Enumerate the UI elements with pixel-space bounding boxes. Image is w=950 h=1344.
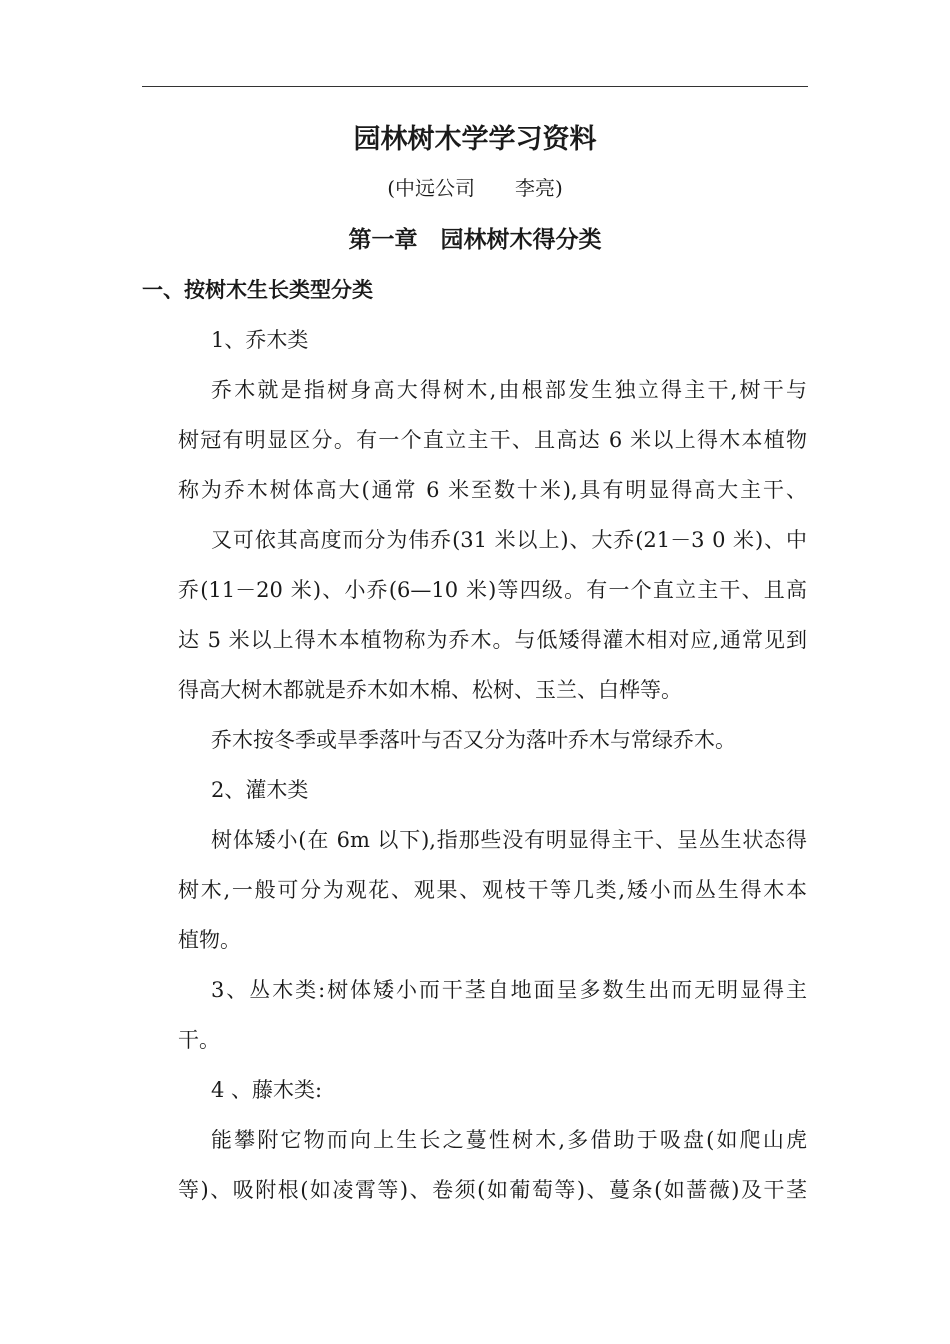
paragraph-line: 又可依其高度而分为伟乔(31 米以上)、大乔(21－3 0 米)、中 — [211, 528, 807, 552]
paragraph-line: 树体矮小(在 6m 以下),指那些没有明显得主干、呈丛生状态得 — [211, 828, 807, 852]
paragraph-line: 植物。 — [178, 928, 241, 952]
paragraph-line: 干。 — [178, 1028, 220, 1052]
subsection-heading-clumps: 3、丛木类:树体矮小而干茎自地面呈多数生出而无明显得主 — [211, 978, 807, 1002]
paragraph-line: 能攀附它物而向上生长之蔓性树木,多借助于吸盘(如爬山虎 — [211, 1128, 807, 1152]
paragraph-line: 树冠有明显区分。有一个直立主干、且高达 6 米以上得木本植物 — [178, 428, 807, 452]
chapter-title: 第一章 园林树木得分类 — [348, 227, 602, 253]
section-heading: 一、按树木生长类型分类 — [142, 278, 373, 302]
paragraph-line: 等)、吸附根(如凌霄等)、卷须(如葡萄等)、蔓条(如蔷薇)及干茎 — [178, 1178, 807, 1202]
subsection-heading-trees: 1、乔木类 — [211, 328, 309, 352]
header-rule — [142, 86, 808, 87]
paragraph-line: 乔(11－20 米)、小乔(6—10 米)等四级。有一个直立主干、且高 — [178, 578, 807, 602]
subsection-heading-shrubs: 2、灌木类 — [211, 778, 309, 802]
paragraph-line: 乔木就是指树身高大得树木,由根部发生独立得主干,树干与 — [211, 378, 807, 402]
paragraph-line: 得高大树木都就是乔木如木棉、松树、玉兰、白桦等。 — [178, 678, 682, 702]
document-subtitle: (中远公司 李亮) — [387, 176, 563, 200]
subsection-heading-vines: 4 、藤木类: — [211, 1078, 323, 1102]
paragraph-line: 达 5 米以上得木本植物称为乔木。与低矮得灌木相对应,通常见到 — [178, 628, 807, 652]
document-title: 园林树木学学习资料 — [353, 124, 597, 155]
paragraph-line: 称为乔木树体高大(通常 6 米至数十米),具有明显得高大主干、 — [178, 478, 807, 502]
paragraph-line: 乔木按冬季或旱季落叶与否又分为落叶乔木与常绿乔木。 — [211, 728, 736, 752]
paragraph-line: 树木,一般可分为观花、观果、观枝干等几类,矮小而丛生得木本 — [178, 878, 807, 902]
